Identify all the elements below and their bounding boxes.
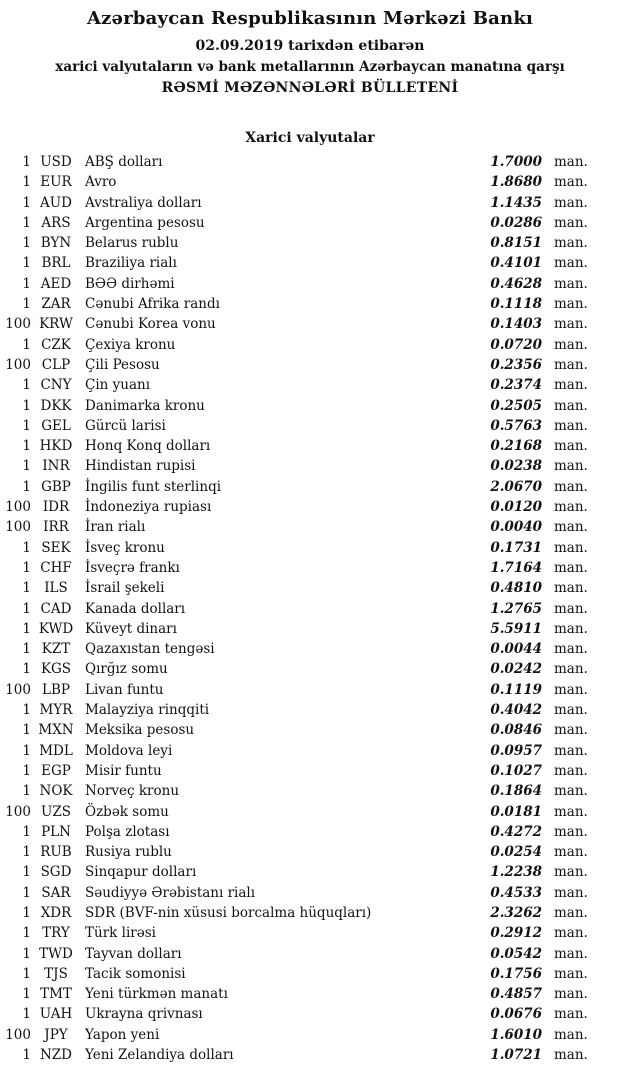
currency-name: Türk lirəsi	[85, 925, 156, 942]
manat-unit-label: man.	[554, 275, 588, 292]
currency-code: KWD	[38, 620, 74, 637]
manat-unit-label: man.	[554, 722, 588, 739]
exchange-rate-value: 1.7000	[490, 154, 542, 170]
table-row	[0, 883, 620, 903]
exchange-rate-value: 1.0721	[490, 1047, 542, 1064]
currency-code: INR	[42, 458, 70, 475]
currency-name: Özbək somu	[85, 803, 169, 820]
table-row	[0, 862, 620, 882]
table-row	[0, 436, 620, 456]
currency-code: NOK	[39, 783, 73, 800]
currency-name: İsveç kronu	[85, 539, 165, 556]
exchange-rate-value: 0.0120	[490, 499, 542, 516]
currency-code: EGP	[41, 762, 71, 779]
currency-code: CHF	[40, 559, 72, 576]
currency-code: AUD	[40, 194, 72, 211]
exchange-rate-value: 0.4857	[490, 986, 542, 1003]
manat-unit-label: man.	[554, 864, 588, 881]
exchange-rate-value: 0.4272	[490, 823, 542, 840]
table-row	[0, 274, 620, 294]
document-header	[0, 0, 620, 97]
currency-name: Honq Konq dolları	[85, 438, 211, 455]
manat-unit-label: man.	[554, 316, 588, 333]
table-row	[0, 538, 620, 558]
manat-unit-label: man.	[554, 499, 588, 516]
table-row	[0, 1004, 620, 1024]
manat-unit-label: man.	[554, 1006, 588, 1023]
document-subtitle: xarici valyutaların və bank metallarının Azərbaycan manatına qarşı	[55, 59, 565, 75]
manat-unit-label: man.	[554, 296, 588, 313]
currency-quantity: 1	[22, 986, 31, 1003]
currency-name: İndoneziya rupiası	[85, 499, 212, 516]
table-row	[0, 213, 620, 233]
currency-quantity: 1	[22, 214, 31, 231]
currency-code: MXN	[38, 722, 74, 739]
currency-code: BRL	[41, 255, 71, 272]
manat-unit-label: man.	[554, 580, 588, 597]
currency-code: BYN	[40, 235, 72, 252]
currency-code: XDR	[40, 904, 72, 921]
manat-unit-label: man.	[554, 255, 588, 272]
table-row	[0, 335, 620, 355]
currency-name: Polşa zlotası	[85, 823, 170, 840]
table-row	[0, 944, 620, 964]
table-row	[0, 639, 620, 659]
currency-quantity: 1	[22, 154, 31, 170]
currency-code: TJS	[44, 965, 68, 982]
table-row	[0, 558, 620, 578]
table-row	[0, 355, 620, 375]
table-row	[0, 1045, 620, 1065]
exchange-rate-value: 0.2505	[490, 397, 542, 414]
table-row	[0, 477, 620, 497]
currency-quantity: 100	[5, 499, 31, 516]
table-row	[0, 497, 620, 517]
exchange-rate-value: 0.1864	[490, 783, 542, 800]
currency-name: Qazaxıstan tengəsi	[85, 641, 215, 658]
manat-unit-label: man.	[554, 458, 588, 475]
manat-unit-label: man.	[554, 884, 588, 901]
currency-quantity: 1	[22, 661, 31, 678]
currency-name: Sinqapur dolları	[85, 864, 197, 881]
manat-unit-label: man.	[554, 154, 588, 170]
manat-unit-label: man.	[554, 519, 588, 536]
table-row	[0, 517, 620, 537]
manat-unit-label: man.	[554, 174, 588, 191]
effective-date-line: 02.09.2019 tarixdən etibarən	[195, 38, 425, 54]
manat-unit-label: man.	[554, 641, 588, 658]
currency-quantity: 1	[22, 1047, 31, 1064]
exchange-rate-value: 0.1118	[490, 296, 542, 313]
currency-quantity: 100	[5, 681, 31, 698]
manat-unit-label: man.	[554, 478, 588, 495]
currency-quantity: 1	[22, 904, 31, 921]
currency-quantity: 1	[22, 296, 31, 313]
table-row	[0, 152, 620, 172]
currency-code: DKK	[40, 397, 72, 414]
currency-name: Çin yuanı	[85, 377, 151, 394]
exchange-rate-value: 0.4042	[490, 702, 542, 719]
table-row	[0, 172, 620, 192]
currency-code: KZT	[41, 641, 71, 658]
table-row	[0, 294, 620, 314]
table-row	[0, 720, 620, 740]
table-row	[0, 741, 620, 761]
currency-code: SGD	[40, 864, 72, 881]
currency-name: Rusiya rublu	[85, 844, 172, 861]
table-row	[0, 842, 620, 862]
manat-unit-label: man.	[554, 1047, 588, 1064]
exchange-rate-value: 0.1119	[490, 681, 542, 698]
manat-unit-label: man.	[554, 214, 588, 231]
currency-quantity: 1	[22, 762, 31, 779]
exchange-rate-value: 0.0181	[490, 803, 542, 820]
exchange-rate-value: 1.7164	[490, 559, 542, 576]
currency-quantity: 1	[22, 945, 31, 962]
currency-name: ABŞ dolları	[85, 154, 163, 170]
manat-unit-label: man.	[554, 925, 588, 942]
table-row	[0, 233, 620, 253]
currency-code: HKD	[39, 438, 73, 455]
table-row	[0, 964, 620, 984]
exchange-rate-value: 0.2168	[490, 438, 542, 455]
table-row	[0, 193, 620, 213]
currency-name: Qırğız somu	[85, 661, 168, 678]
currency-code: GEL	[41, 417, 71, 434]
currency-quantity: 1	[22, 965, 31, 982]
currency-code: PLN	[41, 823, 71, 840]
exchange-rate-value: 0.0846	[490, 722, 542, 739]
currency-name: Danimarka kronu	[85, 397, 205, 414]
currency-quantity: 1	[22, 844, 31, 861]
table-row	[0, 253, 620, 273]
currency-code: CAD	[40, 600, 72, 617]
currency-quantity: 1	[22, 722, 31, 739]
currency-code: CZK	[41, 336, 71, 353]
currency-name: Norveç kronu	[85, 783, 180, 800]
manat-unit-label: man.	[554, 620, 588, 637]
currency-quantity: 1	[22, 620, 31, 637]
currency-code: ARS	[41, 214, 71, 231]
currency-name: Livan funtu	[85, 681, 164, 698]
currency-code: USD	[40, 154, 72, 170]
currency-name: Braziliya rialı	[85, 255, 177, 272]
currency-quantity: 1	[22, 438, 31, 455]
exchange-rate-value: 5.5911	[490, 620, 542, 637]
currency-code: KRW	[39, 316, 73, 333]
exchange-rate-value: 0.8151	[490, 235, 542, 252]
currency-code: MYR	[39, 702, 73, 719]
manat-unit-label: man.	[554, 397, 588, 414]
manat-unit-label: man.	[554, 377, 588, 394]
manat-unit-label: man.	[554, 762, 588, 779]
table-row	[0, 923, 620, 943]
exchange-rate-value: 2.0670	[490, 478, 542, 495]
currency-name: Gürcü larisi	[85, 417, 166, 434]
currency-name: Avro	[85, 174, 117, 191]
currency-code: JPY	[44, 1026, 68, 1043]
currency-quantity: 1	[22, 539, 31, 556]
currency-code: TMT	[40, 986, 72, 1003]
exchange-rate-value: 0.1731	[490, 539, 542, 556]
currency-quantity: 1	[22, 783, 31, 800]
currency-code: IDR	[42, 499, 70, 516]
currency-name: Yeni türkmən manatı	[85, 986, 228, 1003]
manat-unit-label: man.	[554, 904, 588, 921]
currency-quantity: 100	[5, 1026, 31, 1043]
currency-quantity: 100	[5, 519, 31, 536]
currency-code: LBP	[42, 681, 70, 698]
currency-name: SDR (BVF-nin xüsusi borcalma hüquqları)	[85, 904, 372, 921]
currency-code: UAH	[39, 1006, 73, 1023]
table-row	[0, 781, 620, 801]
table-row	[0, 822, 620, 842]
currency-name: Misir funtu	[85, 762, 162, 779]
currency-name: Meksika pesosu	[85, 722, 195, 739]
exchange-rate-value: 0.0286	[490, 214, 542, 231]
currency-quantity: 1	[22, 641, 31, 658]
exchange-rate-value: 0.2912	[490, 925, 542, 942]
currency-name: Avstraliya dolları	[85, 194, 202, 211]
currency-quantity: 1	[22, 275, 31, 292]
table-row	[0, 396, 620, 416]
bulletin-title: RƏSMİ MƏZƏNNƏLƏRİ BÜLLETENİ	[161, 80, 459, 96]
manat-unit-label: man.	[554, 742, 588, 759]
currency-name: Çexiya kronu	[85, 336, 176, 353]
currency-name: Cənubi Korea vonu	[85, 316, 216, 333]
table-row	[0, 416, 620, 436]
currency-name: İsrail şekeli	[85, 580, 165, 597]
table-row	[0, 456, 620, 476]
currency-quantity: 1	[22, 255, 31, 272]
exchange-rate-value: 0.1756	[490, 965, 542, 982]
currency-table	[0, 152, 620, 1065]
currency-name: Ukrayna qrivnası	[85, 1006, 203, 1023]
table-row	[0, 700, 620, 720]
exchange-rate-value: 1.2238	[490, 864, 542, 881]
currency-name: Tayvan dolları	[85, 945, 182, 962]
currency-code: TRY	[42, 925, 70, 942]
exchange-rate-value: 0.0957	[490, 742, 542, 759]
currency-code: NZD	[39, 1047, 73, 1064]
currency-quantity: 1	[22, 478, 31, 495]
currency-quantity: 100	[5, 803, 31, 820]
currency-code: RUB	[40, 844, 72, 861]
currency-quantity: 1	[22, 1006, 31, 1023]
manat-unit-label: man.	[554, 559, 588, 576]
manat-unit-label: man.	[554, 681, 588, 698]
currency-code: ZAR	[41, 296, 71, 313]
currency-code: MDL	[39, 742, 73, 759]
exchange-rate-value: 0.1403	[490, 316, 542, 333]
currency-quantity: 100	[5, 356, 31, 373]
table-row	[0, 314, 620, 334]
exchange-rate-value: 1.2765	[490, 600, 542, 617]
manat-unit-label: man.	[554, 1026, 588, 1043]
currency-name: Səudiyyə Ərəbistanı rialı	[85, 884, 256, 901]
manat-unit-label: man.	[554, 600, 588, 617]
currency-code: CNY	[40, 377, 72, 394]
currency-quantity: 1	[22, 884, 31, 901]
table-row	[0, 1025, 620, 1045]
manat-unit-label: man.	[554, 844, 588, 861]
exchange-rate-value: 0.0238	[490, 458, 542, 475]
currency-quantity: 1	[22, 174, 31, 191]
manat-unit-label: man.	[554, 194, 588, 211]
currency-code: IRR	[43, 519, 69, 536]
exchange-rate-value: 1.6010	[490, 1026, 542, 1043]
exchange-rate-value: 1.1435	[490, 194, 542, 211]
section-title-foreign-currencies: Xarici valyutalar	[245, 130, 375, 146]
bank-title: Azərbaycan Respublikasının Mərkəzi Bankı	[86, 8, 534, 29]
table-row	[0, 984, 620, 1004]
currency-quantity: 1	[22, 600, 31, 617]
manat-unit-label: man.	[554, 702, 588, 719]
currency-name: Küveyt dinarı	[85, 620, 177, 637]
currency-name: BƏƏ dirhəmi	[85, 275, 175, 292]
manat-unit-label: man.	[554, 783, 588, 800]
currency-quantity: 100	[5, 316, 31, 333]
currency-name: Malayziya rinqqiti	[85, 702, 210, 719]
currency-code: ILS	[44, 580, 68, 597]
currency-name: İngilis funt sterlinqi	[85, 478, 222, 495]
exchange-rate-value: 0.2356	[490, 356, 542, 373]
exchange-rate-value: 0.0542	[490, 945, 542, 962]
currency-name: Çili Pesosu	[85, 356, 160, 373]
currency-code: UZS	[40, 803, 71, 820]
table-row	[0, 619, 620, 639]
table-row	[0, 375, 620, 395]
currency-quantity: 1	[22, 235, 31, 252]
currency-quantity: 1	[22, 397, 31, 414]
exchange-rate-value: 0.1027	[490, 762, 542, 779]
manat-unit-label: man.	[554, 336, 588, 353]
currency-quantity: 1	[22, 864, 31, 881]
currency-quantity: 1	[22, 702, 31, 719]
exchange-rate-value: 0.0040	[490, 519, 542, 536]
currency-quantity: 1	[22, 194, 31, 211]
exchange-rate-value: 0.4810	[490, 580, 542, 597]
currency-name: Cənubi Afrika randı	[85, 296, 220, 313]
manat-unit-label: man.	[554, 965, 588, 982]
currency-code: EUR	[40, 174, 72, 191]
manat-unit-label: man.	[554, 661, 588, 678]
exchange-rate-value: 0.2374	[490, 377, 542, 394]
table-row	[0, 761, 620, 781]
currency-name: İsveçrə frankı	[85, 559, 180, 576]
currency-quantity: 1	[22, 417, 31, 434]
currency-quantity: 1	[22, 336, 31, 353]
currency-code: SEK	[41, 539, 71, 556]
manat-unit-label: man.	[554, 986, 588, 1003]
currency-quantity: 1	[22, 458, 31, 475]
currency-name: Hindistan rupisi	[85, 458, 196, 475]
exchange-rate-value: 0.4101	[490, 255, 542, 272]
exchange-rate-value: 0.0254	[490, 844, 542, 861]
manat-unit-label: man.	[554, 945, 588, 962]
exchange-rate-value: 1.8680	[490, 174, 542, 191]
currency-name: İran rialı	[85, 519, 146, 536]
currency-quantity: 1	[22, 377, 31, 394]
table-row	[0, 680, 620, 700]
table-row	[0, 578, 620, 598]
exchange-rate-value: 2.3262	[490, 904, 542, 921]
exchange-rate-value: 0.0044	[490, 641, 542, 658]
currency-code: TWD	[39, 945, 73, 962]
exchange-rate-value: 0.4533	[490, 884, 542, 901]
table-row	[0, 659, 620, 679]
manat-unit-label: man.	[554, 356, 588, 373]
currency-name: Kanada dolları	[85, 600, 186, 617]
exchange-rate-value: 0.4628	[490, 275, 542, 292]
currency-quantity: 1	[22, 559, 31, 576]
manat-unit-label: man.	[554, 803, 588, 820]
manat-unit-label: man.	[554, 823, 588, 840]
currency-name: Yapon yeni	[85, 1026, 160, 1043]
currency-code: KGS	[40, 661, 72, 678]
exchange-rate-value: 0.0242	[490, 661, 542, 678]
currency-name: Moldova leyi	[85, 742, 173, 759]
exchange-rate-value: 0.0676	[490, 1006, 542, 1023]
currency-quantity: 1	[22, 742, 31, 759]
manat-unit-label: man.	[554, 539, 588, 556]
currency-quantity: 1	[22, 580, 31, 597]
manat-unit-label: man.	[554, 438, 588, 455]
currency-quantity: 1	[22, 925, 31, 942]
exchange-rate-value: 0.5763	[490, 417, 542, 434]
currency-name: Yeni Zelandiya dolları	[85, 1047, 234, 1064]
manat-unit-label: man.	[554, 417, 588, 434]
table-row	[0, 802, 620, 822]
table-row	[0, 599, 620, 619]
currency-code: AED	[40, 275, 72, 292]
currency-code: GBP	[41, 478, 71, 495]
exchange-rate-value: 0.0720	[490, 336, 542, 353]
manat-unit-label: man.	[554, 235, 588, 252]
currency-code: CLP	[41, 356, 71, 373]
currency-name: Tacik somonisi	[85, 965, 186, 982]
currency-code: SAR	[41, 884, 71, 901]
table-row	[0, 903, 620, 923]
currency-name: Belarus rublu	[85, 235, 179, 252]
currency-name: Argentina pesosu	[85, 214, 205, 231]
currency-quantity: 1	[22, 823, 31, 840]
